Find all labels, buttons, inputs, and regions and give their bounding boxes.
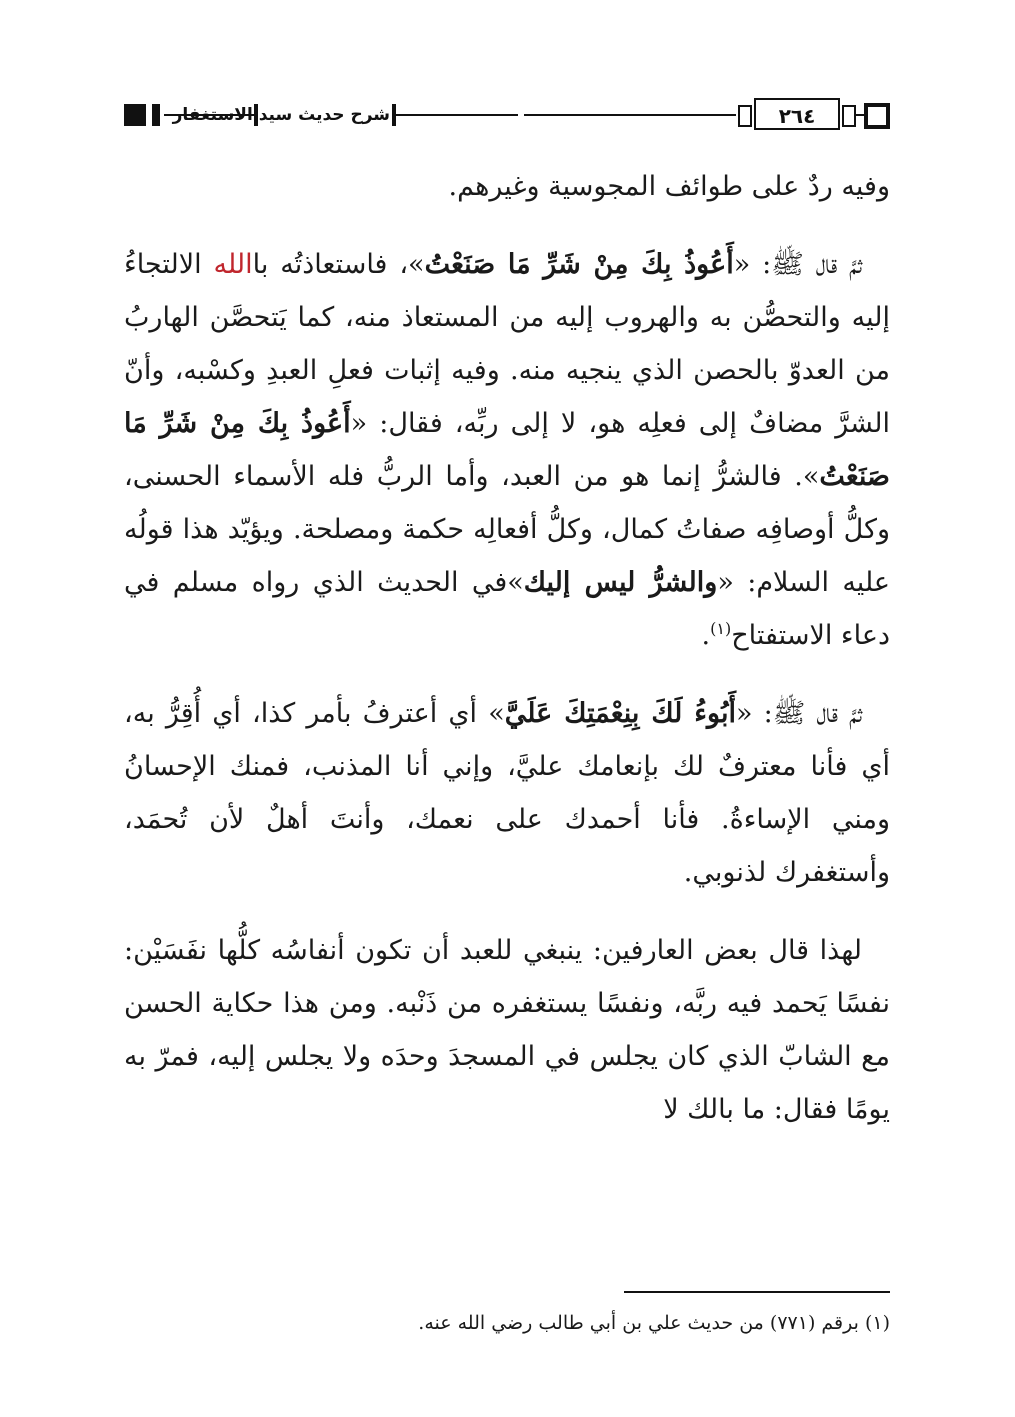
paragraph-text: »، فاستعاذتُه با [252,249,425,280]
running-header [124,96,890,136]
page-body [124,160,890,1161]
hadith-quote: أَبُوءُ لَكَ بِنِعْمَتِكَ عَلَيَّ [504,698,736,729]
footnote-reference[interactable]: (١) [710,619,732,638]
paragraph-text: ». فالشرُّ إنما هو من العبد، وأما الربُّ فله الأسماء الحسنى، وكلُّ أوصافِه صفاتُ كمال، وكلُّ أفعالِه حكمة ومصلحة. ويؤيّد هذا قولُه عليه السلام: « [124,461,890,598]
header-rule [524,114,736,116]
paragraph [124,160,890,213]
paragraph-text: » أي أعترفُ بأمر كذا، أي أُقِرُّ به، أي فأنا معترفٌ لك بإنعامك عليَّ، وإني أنا المذنب، فمنك الإحسانُ ومني الإساءةُ. فأنا أحمدك على نعمك، وأنتَ أهلٌ لأن تُحمَد، وأستغفرك لذنوبي. [124,698,890,888]
paragraph-text: »في الحديث الذي رواه مسلم في دعاء الاستفتاح [124,567,890,651]
paragraph [124,687,890,899]
paragraph-text: لهذا قال بعض العارفين: ينبغي للعبد أن تكون أنفاسُه كلُّها نفَسَيْن: نفسًا يَحمد فيه ربَّه، ونفسًا يستغفره من ذَنْبه. ومن هذا حكاية الحسن مع الشابّ الذي كان يجلس في المسجدَ وحدَه ولا يجلس إليه، فمرّ به يومًا فقال: ما بالك لا [124,935,890,1125]
page-number: ٢٦٤ [754,98,840,130]
header-ornament-square-right [864,103,890,129]
paragraph-text: ثمَّ قال ﷺ: « [733,249,862,280]
paragraph-text: وفيه ردٌ على طوائف المجوسية وغيرهم. [448,171,890,202]
footnote-rule [624,1291,890,1293]
header-ornament-bar-left [152,104,160,126]
paragraph-text: ثمَّ قال ﷺ: « [735,698,862,729]
footnote: (١) برقم (٧٧١) من حديث علي بن أبي طالب رضي الله عنه. [418,1312,890,1334]
paragraph-text: . [701,620,711,651]
header-ornament-square-left [124,104,146,126]
hadith-quote: أَعُوذُ بِكَ مِنْ شَرِّ مَا صَنَعْتُ [424,249,734,280]
paragraph-text: الالتجاءُ إليه والتحصُّن به والهروب إليه من المستعاذ منه، كما يَتحصَّن الهاربُ من العدوّ بالحصن الذي ينجيه منه. وفيه إثبات فعلِ العبدِ وكسْبه، وأنّ الشرَّ مضافٌ إلى فعلِه هو، لا إلى ربِّه، فقال: « [124,249,890,439]
divine-name: الله [213,249,253,280]
hadith-quote: أَعُوذُ بِكَ مِنْ شَرِّ مَا صَنَعْتُ [124,408,890,492]
paragraph [124,238,890,662]
running-title: شرح حديث سيد الاستغفار [172,105,390,125]
header-rule [394,114,518,116]
paragraph [124,924,890,1136]
hadith-quote: والشرُّ ليس إليك [523,567,718,598]
